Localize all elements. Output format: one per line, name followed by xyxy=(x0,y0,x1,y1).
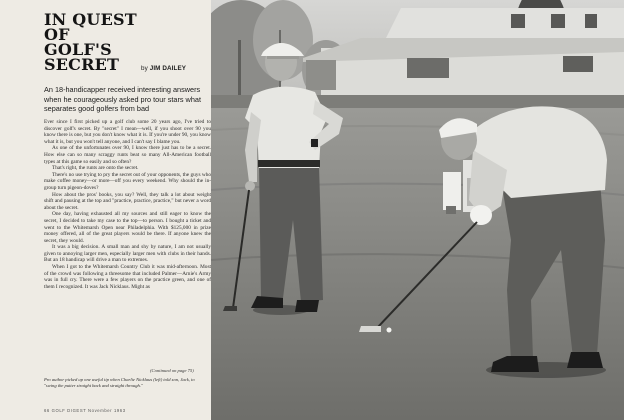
text-column xyxy=(0,0,211,420)
title-line-3: GOLF'S xyxy=(44,40,112,59)
body-paragraph: That's right, the runts are onto the secret. xyxy=(52,165,139,172)
body-paragraph: How about the pros' books, you say? Well, they talk a lot about weight shift and pausing at the top and "practice, practice, practice," but never a word about the secret. xyxy=(44,191,211,211)
title-line-4: SECRET xyxy=(44,55,120,74)
body-paragraph: Ever since I first picked up a golf club some 20 years ago, I've tried to discover golf's secret. By "secret" I mean—well, if you shoot over 90 you know there is one, but you don't know what it is. If you're under 90, you know what it is, but you won't tell anyone, and I can't say I blame you. xyxy=(44,119,211,145)
photo-caption: Pro author picked up one useful tip when Charlie Nicklaus (left) told son, Jack, to "swing the putter straight back and straight through." xyxy=(44,377,195,388)
title-line-1: IN QUEST xyxy=(44,10,137,29)
author-name: JIM DAILEY xyxy=(149,65,187,72)
title-line-2: OF xyxy=(44,25,70,44)
body-paragraph: There's no use trying to pry the secret out of your opponents, the guys who make coffee money—or more—off you every weekend. Why should the in-group turn pigeon-doves? xyxy=(44,171,211,191)
continued-note: (Continued on page 75) xyxy=(150,368,194,373)
body-paragraph: It was a big decision. A small man and shy by nature, I am not usually given to annoying larger men, especially larger men with clubs in their hands. But an 18 handicap will drive a man to extremes. xyxy=(44,244,211,264)
body-paragraph: When I got to the Whitemarsh Country Club it was mid-afternoon. Most of the crowd was following a threesome that included Palmer—Arnie's Army was in full cry. There were a few players on the practice green, and one of them I recognized. It was Jack Nicklaus. Might as xyxy=(44,264,211,290)
article-deck: An 18-handicapper received interesting answers when he courageously asked pro tour stars what separates good golfers from bad xyxy=(44,85,201,113)
body-paragraph: One day, having exhausted all my sources and still eager to know the secret, I decided to take my case to the top—to person. I bought a ticket and went to the Whitemarsh Open near Philadelphia. With $125,000 in prize money offered, all of the great players would be there. If anyone knew the secret, they would. xyxy=(44,211,211,244)
golf-photograph xyxy=(211,0,624,420)
article-title xyxy=(44,12,137,72)
body-paragraph: As one of the unfortunates over 90, I know there just has to be a secret. How else can so many scraggy runts beat so many All-American football types at this game so easily and so often? xyxy=(44,145,211,165)
golf-ball xyxy=(387,328,392,333)
byline xyxy=(141,65,186,72)
article-body xyxy=(44,119,211,401)
byline-prefix: by xyxy=(141,65,148,72)
page-folio: 66 GOLF DIGEST November 1963 xyxy=(44,408,126,413)
